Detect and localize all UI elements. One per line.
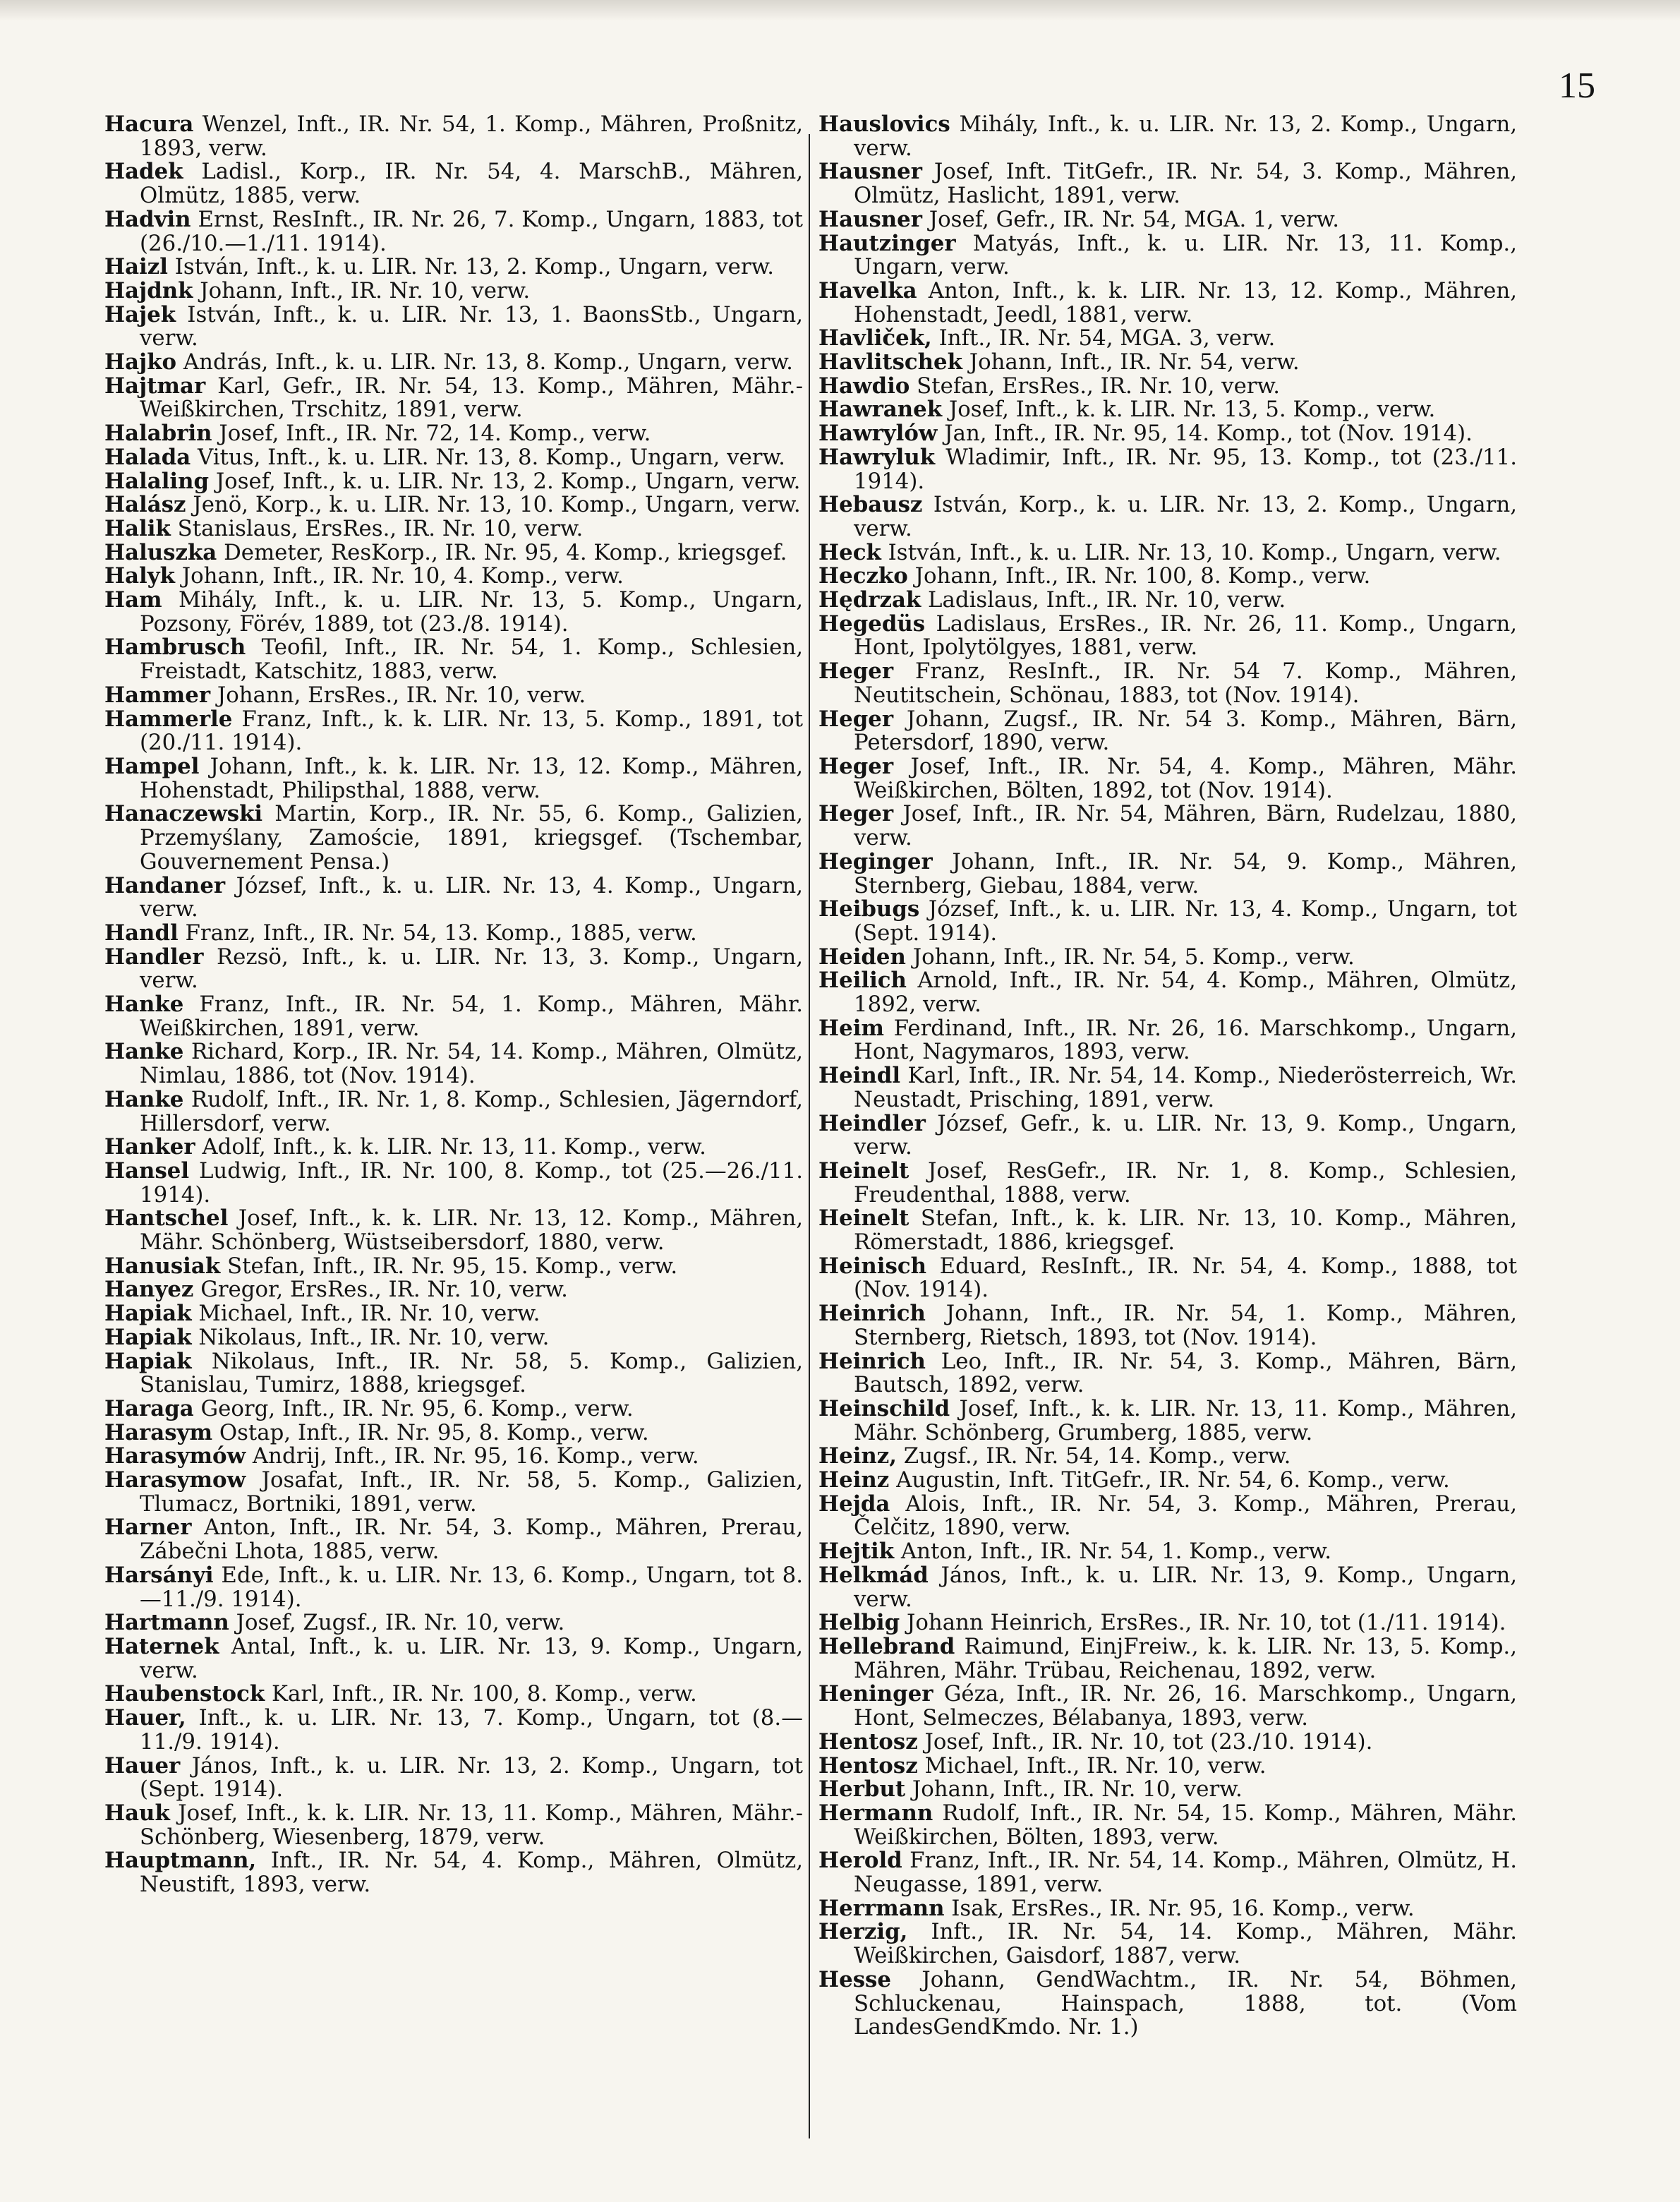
casualty-entry xyxy=(104,755,803,802)
entry-surname: Hegedüs xyxy=(818,610,926,637)
entry-details: István, Korp., k. u. LIR. Nr. 13, 2. Komp., Ungarn, verw. xyxy=(854,492,1517,541)
entry-surname: Haizl xyxy=(104,254,168,280)
entry-details: Ferdinand, Inft., IR. Nr. 26, 16. Marschkomp., Ungarn, Hont, Nagymaros, 1893, verw. xyxy=(854,1015,1517,1065)
entry-surname: Hawranek xyxy=(818,397,943,423)
casualty-entry xyxy=(104,255,803,279)
entry-details: Vitus, Inft., k. u. LIR. Nr. 13, 8. Komp., Ungarn, verw. xyxy=(198,444,785,470)
entry-surname: Hausner xyxy=(818,159,922,185)
entry-surname: Halaling xyxy=(104,468,210,494)
entry-details: Johann, Inft., IR. Nr. 54, 9. Komp., Mähren, Sternberg, Giebau, 1884, verw. xyxy=(854,848,1517,898)
entry-surname: Hammerle xyxy=(104,706,233,732)
entry-surname: Hadek xyxy=(104,159,183,185)
entry-details: Anton, Inft., IR. Nr. 54, 1. Komp., verw. xyxy=(900,1539,1332,1565)
entry-surname: Heger xyxy=(818,658,894,685)
right-column xyxy=(818,113,1517,2040)
entry-details: Johann, Inft., IR. Nr. 10, verw. xyxy=(200,277,531,303)
casualty-entry xyxy=(104,589,803,636)
entry-surname: Hanker xyxy=(104,1134,195,1160)
casualty-entry xyxy=(818,1968,1517,2040)
entry-details: Géza, Inft., IR. Nr. 26, 16. Marschkomp., Ungarn, Hont, Selmeczes, Bélabanya, 1893, verw. xyxy=(854,1681,1517,1731)
entry-surname: Hanyez xyxy=(104,1277,194,1303)
casualty-entry xyxy=(104,1278,803,1302)
entry-details: Zugsf., IR. Nr. 54, 14. Komp., verw. xyxy=(903,1443,1291,1469)
entry-surname: Hanusiak xyxy=(104,1253,221,1279)
entry-surname: Harasymow xyxy=(104,1467,246,1493)
casualty-entry xyxy=(104,565,803,589)
casualty-entry xyxy=(818,969,1517,1016)
entry-surname: Hauptmann, xyxy=(104,1848,257,1874)
casualty-entry xyxy=(104,874,803,922)
casualty-entry xyxy=(818,708,1517,755)
entry-details: István, Inft., k. u. LIR. Nr. 13, 10. Komp., Ungarn, verw. xyxy=(888,539,1501,565)
entry-details: János, Inft., k. u. LIR. Nr. 13, 2. Komp., Ungarn, tot (Sept. 1914). xyxy=(140,1752,804,1803)
casualty-entry xyxy=(104,922,803,946)
casualty-entry xyxy=(104,1255,803,1279)
entry-details: Ladislaus, Inft., IR. Nr. 10, verw. xyxy=(928,587,1286,613)
casualty-entry xyxy=(818,610,1518,661)
casualty-entry xyxy=(104,208,803,255)
entry-surname: Handl xyxy=(104,920,179,946)
entry-surname: Heindl xyxy=(818,1063,901,1089)
entry-details: Wladimir, Inft., IR. Nr. 95, 13. Komp., tot (23./11. 1914). xyxy=(854,444,1517,494)
entry-details: Josef, Inft., IR. Nr. 54, 4. Komp., Mähren, Mähr. Weißkirchen, Bölten, 1892, tot (Nov. 1914). xyxy=(854,753,1517,803)
page-number: 15 xyxy=(1559,66,1595,106)
entry-details: Josef, Inft., IR. Nr. 10, tot (23./10. 1914). xyxy=(924,1728,1373,1755)
casualty-entry xyxy=(818,113,1517,160)
casualty-entry xyxy=(104,517,803,541)
casualty-entry xyxy=(104,279,803,303)
casualty-entry xyxy=(104,303,803,351)
casualty-entry xyxy=(104,1302,803,1326)
entry-surname: Haraga xyxy=(104,1395,194,1421)
entry-details: Inft., IR. Nr. 54, 4. Komp., Mähren, Olmütz, Neustift, 1893, verw. xyxy=(140,1848,803,1898)
casualty-entry xyxy=(818,351,1517,375)
entry-details: Johann, Inft., IR. Nr. 54, 5. Komp., verw. xyxy=(912,944,1355,970)
entry-details: Anton, Inft., IR. Nr. 54, 3. Komp., Mähren, Prerau, Zábečni Lhota, 1885, verw. xyxy=(140,1515,803,1565)
entry-details: Franz, ResInft., IR. Nr. 54 7. Komp., Mähren, Neutitschein, Schönau, 1883, tot (Nov. 1914). xyxy=(854,658,1517,708)
entry-surname: Heck xyxy=(818,539,881,565)
entry-details: Ede, Inft., k. u. LIR. Nr. 13, 6. Komp., Ungarn, tot 8.—11./9. 1914). xyxy=(140,1562,803,1612)
casualty-entry xyxy=(104,1445,803,1469)
entry-details: Johann, Zugsf., IR. Nr. 54 3. Komp., Mähren, Bärn, Petersdorf, 1890, verw. xyxy=(854,706,1517,756)
entry-surname: Hajtmar xyxy=(104,373,206,399)
entry-surname: Hacura xyxy=(104,112,194,137)
casualty-entry xyxy=(818,802,1517,850)
entry-surname: Handler xyxy=(104,944,204,970)
entry-details: Wenzel, Inft., IR. Nr. 54, 1. Komp., Mähren, Proßnitz, 1893, verw. xyxy=(140,112,803,161)
casualty-entry xyxy=(818,398,1517,422)
entry-surname: Hambrusch xyxy=(104,634,246,661)
entry-details: Anton, Inft., k. k. LIR. Nr. 13, 12. Komp., Mähren, Hohenstadt, Jeedl, 1881, verw. xyxy=(854,277,1517,327)
casualty-entry xyxy=(104,493,803,517)
casualty-entry xyxy=(104,1849,803,1896)
entry-details: Rezsö, Inft., k. u. LIR. Nr. 13, 3. Komp., Ungarn, verw. xyxy=(140,944,803,994)
entry-details: Johann, Inft., IR. Nr. 10, 4. Komp., verw. xyxy=(181,563,624,589)
casualty-entry xyxy=(818,1207,1517,1254)
casualty-entry xyxy=(104,1040,803,1088)
entry-details: Nikolaus, Inft., IR. Nr. 58, 5. Komp., Galizien, Stanislau, Tumirz, 1888, kriegsgef. xyxy=(140,1348,803,1398)
entry-surname: Heibugs xyxy=(818,896,920,922)
casualty-entry xyxy=(104,1611,803,1635)
casualty-entry xyxy=(104,1397,803,1421)
casualty-entry xyxy=(818,446,1517,493)
entry-details: Nikolaus, Inft., IR. Nr. 10, verw. xyxy=(198,1324,550,1350)
entry-details: József, Inft., k. u. LIR. Nr. 13, 4. Komp., Ungarn, tot (Sept. 1914). xyxy=(854,896,1517,946)
entry-details: Franz, Inft., IR. Nr. 54, 1. Komp., Mähren, Mähr. Weißkirchen, 1891, verw. xyxy=(140,992,803,1041)
entry-surname: Heger xyxy=(818,801,894,827)
entry-details: Adolf, Inft., k. k. LIR. Nr. 13, 11. Komp., verw. xyxy=(202,1134,706,1160)
entry-details: Ladislaus, ErsRes., IR. Nr. 26, 11. Komp., Ungarn, Hont, Ipolytölgyes, 1881, verw. xyxy=(854,610,1518,661)
column-divider xyxy=(809,134,810,2138)
entry-details: Johann, Inft., IR. Nr. 100, 8. Komp., verw. xyxy=(914,563,1371,589)
casualty-entry xyxy=(818,589,1517,613)
casualty-entry xyxy=(104,113,803,160)
casualty-entry xyxy=(818,1611,1517,1635)
entry-surname: Handaner xyxy=(104,872,226,898)
entry-details: Alois, Inft., IR. Nr. 54, 3. Komp., Mähren, Prerau, Čelčitz, 1890, verw. xyxy=(854,1491,1517,1541)
casualty-entry xyxy=(818,1445,1517,1469)
entry-details: Johann, Inft., IR. Nr. 54, verw. xyxy=(969,349,1300,375)
entry-details: János, Inft., k. u. LIR. Nr. 13, 9. Komp., Ungarn, verw. xyxy=(854,1562,1517,1612)
entry-surname: Hampel xyxy=(104,753,200,779)
entry-surname: Hejda xyxy=(818,1491,890,1517)
entry-details: Mihály, Inft., k. u. LIR. Nr. 13, 2. Komp., Ungarn, verw. xyxy=(854,112,1518,161)
entry-surname: Heinz, xyxy=(818,1443,897,1469)
entry-details: Inft., k. u. LIR. Nr. 13, 7. Komp., Ungarn, tot (8.—11./9. 1914). xyxy=(140,1705,803,1755)
casualty-entry xyxy=(104,1136,803,1160)
entry-details: Johann, Inft., k. k. LIR. Nr. 13, 12. Komp., Mähren, Hohenstadt, Philipsthal, 1888, verw. xyxy=(140,753,804,803)
casualty-entry xyxy=(818,493,1517,541)
entry-surname: Hajek xyxy=(104,301,176,327)
casualty-entry xyxy=(818,541,1517,565)
entry-surname: Hapiak xyxy=(104,1324,192,1350)
casualty-entry xyxy=(104,1635,803,1683)
entry-details: Inft., IR. Nr. 54, 14. Komp., Mähren, Mähr. Weißkirchen, Gaisdorf, 1887, verw. xyxy=(854,1919,1517,1969)
casualty-entry xyxy=(818,1157,1517,1208)
entry-details: Josef, Gefr., IR. Nr. 54, MGA. 1, verw. xyxy=(929,206,1340,232)
entry-details: Teofil, Inft., IR. Nr. 54, 1. Komp., Schlesien, Freistadt, Katschitz, 1883, verw. xyxy=(140,634,803,685)
entry-details: Georg, Inft., IR. Nr. 95, 6. Komp., verw. xyxy=(200,1395,634,1421)
entry-surname: Halabrin xyxy=(104,421,212,447)
entry-details: Jenö, Korp., k. u. LIR. Nr. 13, 10. Komp., Ungarn, verw. xyxy=(193,492,801,518)
entry-surname: Heinschild xyxy=(818,1395,950,1421)
casualty-entry xyxy=(104,1564,803,1611)
entry-details: Josef, Inft., k. k. LIR. Nr. 13, 11. Komp., Mähren, Mähr.-Schönberg, Wiesenberg, 1879, verw. xyxy=(140,1800,804,1850)
casualty-entry xyxy=(818,1849,1517,1896)
entry-surname: Heiden xyxy=(818,944,906,970)
entry-surname: Harasymów xyxy=(104,1443,246,1469)
entry-details: Franz, Inft., IR. Nr. 54, 14. Komp., Mähren, Olmütz, H. Neugasse, 1891, verw. xyxy=(854,1848,1518,1898)
casualty-entry xyxy=(818,1302,1517,1349)
entry-surname: Havelka xyxy=(818,277,917,303)
casualty-entry xyxy=(104,802,803,874)
entry-surname: Havliček, xyxy=(818,325,932,351)
entry-details: József, Inft., k. u. LIR. Nr. 13, 4. Komp., Ungarn, verw. xyxy=(140,872,803,922)
entry-surname: Heger xyxy=(818,753,894,779)
casualty-entry xyxy=(818,850,1517,898)
entry-details: Ludwig, Inft., IR. Nr. 100, 8. Komp., tot (25.—26./11. 1914). xyxy=(140,1157,804,1208)
entry-surname: Heinz xyxy=(818,1467,890,1493)
casualty-entry xyxy=(104,1752,804,1803)
casualty-entry xyxy=(818,1564,1517,1611)
entry-surname: Heindler xyxy=(818,1110,926,1136)
entry-surname: Herbut xyxy=(818,1776,906,1803)
entry-details: Inft., IR. Nr. 54, MGA. 3, verw. xyxy=(938,325,1276,351)
entry-surname: Hausner xyxy=(818,206,922,232)
entry-details: István, Inft., k. u. LIR. Nr. 13, 2. Komp., Ungarn, verw. xyxy=(174,254,775,280)
casualty-entry xyxy=(818,1397,1517,1445)
entry-surname: Heninger xyxy=(818,1681,933,1707)
entry-surname: Heilich xyxy=(818,968,907,994)
entry-surname: Helbig xyxy=(818,1610,900,1636)
entry-details: Ladisl., Korp., IR. Nr. 54, 4. MarschB., Mähren, Olmütz, 1885, verw. xyxy=(140,159,804,209)
entry-surname: Haubenstock xyxy=(104,1681,265,1707)
casualty-entry xyxy=(104,1088,803,1136)
casualty-entry xyxy=(104,1469,803,1516)
casualty-entry xyxy=(818,422,1517,446)
casualty-entry xyxy=(104,1707,803,1754)
entry-surname: Halász xyxy=(104,492,186,518)
casualty-entry xyxy=(104,446,803,470)
entry-details: Stanislaus, ErsRes., IR. Nr. 10, verw. xyxy=(177,515,584,541)
casualty-entry xyxy=(104,1207,803,1254)
entry-surname: Hellebrand xyxy=(818,1634,955,1659)
entry-details: Franz, Inft., k. k. LIR. Nr. 13, 5. Komp., 1891, tot (20./11. 1914). xyxy=(140,706,804,756)
casualty-entry xyxy=(104,422,803,446)
entry-surname: Heinisch xyxy=(818,1253,926,1279)
casualty-entry xyxy=(104,636,803,683)
casualty-entry xyxy=(818,1350,1517,1397)
entry-details: Leo, Inft., IR. Nr. 54, 3. Komp., Mähren, Bärn, Bautsch, 1892, verw. xyxy=(854,1348,1517,1398)
left-column xyxy=(104,113,803,1897)
entry-surname: Halada xyxy=(104,444,191,470)
casualty-entry xyxy=(818,279,1517,327)
entry-surname: Hauk xyxy=(104,1800,170,1826)
entry-surname: Hapiak xyxy=(104,1301,192,1327)
entry-surname: Hauslovics xyxy=(818,112,950,137)
entry-surname: Hartmann xyxy=(104,1610,229,1636)
entry-surname: Herrmann xyxy=(818,1895,945,1921)
casualty-entry xyxy=(104,470,803,494)
entry-details: Josef, Inft., k. k. LIR. Nr. 13, 12. Komp., Mähren, Mähr. Schönberg, Wüstseibersdorf, 1880, verw. xyxy=(140,1205,803,1256)
casualty-entry xyxy=(818,1920,1517,1968)
casualty-entry xyxy=(104,684,803,708)
entry-surname: Harasym xyxy=(104,1419,213,1445)
entry-surname: Haternek xyxy=(104,1634,219,1659)
entry-details: Josef, Inft. TitGefr., IR. Nr. 54, 3. Komp., Mähren, Olmütz, Haslicht, 1891, verw. xyxy=(854,159,1517,209)
entry-details: Josef, Zugsf., IR. Nr. 10, verw. xyxy=(236,1610,565,1636)
entry-surname: Hajko xyxy=(104,349,177,375)
casualty-entry xyxy=(104,946,803,993)
casualty-entry xyxy=(104,1157,804,1208)
casualty-entry xyxy=(818,898,1517,945)
casualty-entry xyxy=(104,1350,803,1397)
casualty-entry xyxy=(104,993,803,1040)
entry-details: Rudolf, Inft., IR. Nr. 54, 15. Komp., Mähren, Mähr. Weißkirchen, Bölten, 1893, verw. xyxy=(854,1800,1517,1850)
entry-surname: Heim xyxy=(818,1015,884,1041)
entry-surname: Hesse xyxy=(818,1966,891,1992)
entry-surname: Hadvin xyxy=(104,206,191,232)
entry-details: Karl, Inft., IR. Nr. 100, 8. Komp., verw. xyxy=(271,1681,697,1707)
entry-surname: Herold xyxy=(818,1848,902,1874)
casualty-entry xyxy=(104,1516,803,1563)
entry-surname: Hędrzak xyxy=(818,587,921,613)
entry-details: Raimund, EinjFreiw., k. k. LIR. Nr. 13, 5. Komp., Mähren, Mähr. Trübau, Reichenau, 1892, verw. xyxy=(854,1634,1517,1683)
entry-details: Matyás, Inft., k. u. LIR. Nr. 13, 11. Komp., Ungarn, verw. xyxy=(854,230,1517,280)
entry-surname: Havlitschek xyxy=(818,349,962,375)
casualty-entry xyxy=(104,708,803,755)
entry-surname: Heginger xyxy=(818,848,933,874)
casualty-entry xyxy=(818,755,1517,802)
entry-details: Johann, GendWachtm., IR. Nr. 54, Böhmen, Schluckenau, Hainspach, 1888, tot. (Vom LandesGendKmdo. Nr. 1.) xyxy=(854,1966,1517,2040)
entry-surname: Heinelt xyxy=(818,1157,910,1184)
casualty-entry xyxy=(818,1493,1517,1540)
entry-surname: Heger xyxy=(818,706,894,732)
casualty-entry xyxy=(104,1683,803,1707)
entry-surname: Hebausz xyxy=(818,492,923,518)
entry-surname: Hauer, xyxy=(104,1705,186,1731)
entry-surname: Hauer xyxy=(104,1752,181,1779)
casualty-entry xyxy=(818,208,1517,232)
entry-details: István, Inft., k. u. LIR. Nr. 13, 1. BaonsStb., Ungarn, verw. xyxy=(140,301,803,351)
entry-surname: Heinrich xyxy=(818,1301,926,1327)
entry-details: Ostap, Inft., IR. Nr. 95, 8. Komp., verw. xyxy=(219,1419,649,1445)
entry-surname: Hentosz xyxy=(818,1728,918,1755)
casualty-entry xyxy=(104,160,803,207)
entry-details: Johann, Inft., IR. Nr. 10, verw. xyxy=(912,1776,1243,1803)
entry-surname: Hanke xyxy=(104,1086,184,1112)
casualty-entry xyxy=(818,327,1517,351)
entry-details: Josef, Inft., k. k. LIR. Nr. 13, 5. Komp., verw. xyxy=(948,397,1436,423)
casualty-entry xyxy=(818,1802,1517,1849)
entry-details: Ernst, ResInft., IR. Nr. 26, 7. Komp., Ungarn, 1883, tot (26./10.—1./11. 1914). xyxy=(140,206,803,256)
entry-details: Michael, Inft., IR. Nr. 10, verw. xyxy=(924,1752,1267,1779)
entry-surname: Hawdio xyxy=(818,373,910,399)
entry-details: József, Gefr., k. u. LIR. Nr. 13, 9. Komp., Ungarn, verw. xyxy=(854,1110,1518,1160)
casualty-entry xyxy=(104,1421,803,1445)
entry-surname: Haluszka xyxy=(104,539,217,565)
entry-details: Jan, Inft., IR. Nr. 95, 14. Komp., tot (Nov. 1914). xyxy=(944,421,1473,447)
entry-details: Andrij, Inft., IR. Nr. 95, 16. Komp., verw. xyxy=(252,1443,699,1469)
entry-details: Stefan, Inft., k. k. LIR. Nr. 13, 10. Komp., Mähren, Römerstadt, 1886, kriegsgef. xyxy=(854,1205,1517,1256)
entry-details: Rudolf, Inft., IR. Nr. 1, 8. Komp., Schlesien, Jägerndorf, Hillersdorf, verw. xyxy=(140,1086,803,1136)
casualty-entry xyxy=(818,1683,1517,1730)
entry-details: Johann Heinrich, ErsRes., IR. Nr. 10, tot (1./11. 1914). xyxy=(906,1610,1506,1636)
entry-surname: Hansel xyxy=(104,1157,190,1184)
casualty-entry xyxy=(818,160,1517,207)
casualty-entry xyxy=(104,375,803,422)
entry-surname: Hanaczewski xyxy=(104,801,263,827)
entry-surname: Hermann xyxy=(818,1800,933,1826)
entry-surname: Hawryluk xyxy=(818,444,936,470)
entry-surname: Heczko xyxy=(818,563,908,589)
entry-surname: Hawrylów xyxy=(818,421,938,447)
entry-surname: Ham xyxy=(104,587,162,613)
entry-details: Franz, Inft., IR. Nr. 54, 13. Komp., 1885, verw. xyxy=(185,920,697,946)
entry-details: Antal, Inft., k. u. LIR. Nr. 13, 9. Komp., Ungarn, verw. xyxy=(140,1634,803,1683)
entry-details: Josef, Inft., k. k. LIR. Nr. 13, 11. Komp., Mähren, Mähr. Schönberg, Grumberg, 1885, verw. xyxy=(854,1395,1517,1445)
entry-surname: Heinelt xyxy=(818,1205,910,1232)
entry-surname: Hejtik xyxy=(818,1539,895,1565)
casualty-entry xyxy=(818,1728,1517,1755)
entry-details: Isak, ErsRes., IR. Nr. 95, 16. Komp., verw. xyxy=(951,1895,1415,1921)
casualty-entry xyxy=(818,565,1517,589)
entry-details: Johann, ErsRes., IR. Nr. 10, verw. xyxy=(217,682,586,708)
entry-details: Richard, Korp., IR. Nr. 54, 14. Komp., Mähren, Olmütz, Nimlau, 1886, tot (Nov. 1914). xyxy=(140,1039,803,1089)
entry-surname: Helkmád xyxy=(818,1562,929,1588)
entry-details: Gregor, ErsRes., IR. Nr. 10, verw. xyxy=(200,1277,568,1303)
entry-details: Josafat, Inft., IR. Nr. 58, 5. Komp., Galizien, Tlumacz, Bortniki, 1891, verw. xyxy=(140,1467,803,1517)
entry-details: Stefan, Inft., IR. Nr. 95, 15. Komp., verw. xyxy=(226,1253,678,1279)
entry-surname: Hanke xyxy=(104,1039,184,1065)
entry-details: Josef, Inft., IR. Nr. 72, 14. Komp., verw. xyxy=(219,421,651,447)
casualty-entry xyxy=(104,1326,803,1350)
casualty-entry xyxy=(104,351,803,375)
entry-details: Martin, Korp., IR. Nr. 55, 6. Komp., Galizien, Przemyślany, Zamoście, 1891, kriegsgef. (Tschembar, Gouvernement Pensa.) xyxy=(140,801,803,874)
entry-details: Augustin, Inft. TitGefr., IR. Nr. 54, 6. Komp., verw. xyxy=(896,1467,1450,1493)
entry-details: Karl, Gefr., IR. Nr. 54, 13. Komp., Mähren, Mähr.-Weißkirchen, Trschitz, 1891, verw. xyxy=(140,373,803,423)
entry-details: Josef, Inft., k. u. LIR. Nr. 13, 2. Komp., Ungarn, verw. xyxy=(215,468,801,494)
casualty-entry xyxy=(818,1897,1517,1921)
entry-surname: Harsányi xyxy=(104,1562,214,1588)
entry-surname: Hantschel xyxy=(104,1205,229,1232)
entry-surname: Hammer xyxy=(104,682,211,708)
casualty-entry xyxy=(818,1017,1517,1064)
entry-surname: Halik xyxy=(104,515,171,541)
entry-surname: Hentosz xyxy=(818,1752,918,1779)
entry-details: Michael, Inft., IR. Nr. 10, verw. xyxy=(198,1301,540,1327)
entry-surname: Halyk xyxy=(104,563,175,589)
entry-details: Mihály, Inft., k. u. LIR. Nr. 13, 5. Komp., Ungarn, Pozsony, Förév, 1889, tot (23./8. 1914). xyxy=(140,587,803,637)
entry-surname: Hajdnk xyxy=(104,277,193,303)
casualty-entry xyxy=(818,375,1517,399)
casualty-entry xyxy=(104,1802,803,1849)
entry-details: Karl, Inft., IR. Nr. 54, 14. Komp., Niederösterreich, Wr. Neustadt, Prisching, 1891, verw. xyxy=(854,1063,1517,1112)
scan-edge xyxy=(0,0,1680,21)
entry-details: Arnold, Inft., IR. Nr. 54, 4. Komp., Mähren, Olmütz, 1892, verw. xyxy=(854,968,1518,1018)
casualty-entry xyxy=(818,1064,1517,1112)
entry-surname: Hanke xyxy=(104,992,184,1018)
casualty-entry xyxy=(818,1752,1517,1779)
entry-details: Stefan, ErsRes., IR. Nr. 10, verw. xyxy=(917,373,1281,399)
casualty-entry xyxy=(818,232,1517,279)
entry-details: Demeter, ResKorp., IR. Nr. 95, 4. Komp., kriegsgef. xyxy=(224,539,787,565)
casualty-entry xyxy=(818,1778,1517,1802)
casualty-entry xyxy=(818,946,1517,970)
entry-details: Josef, ResGefr., IR. Nr. 1, 8. Komp., Schlesien, Freudenthal, 1888, verw. xyxy=(854,1157,1517,1208)
entry-surname: Hautzinger xyxy=(818,230,956,256)
entry-surname: Hapiak xyxy=(104,1348,192,1374)
casualty-entry xyxy=(818,1255,1517,1302)
entry-details: Johann, Inft., IR. Nr. 54, 1. Komp., Mähren, Sternberg, Rietsch, 1893, tot (Nov. 1914). xyxy=(854,1301,1517,1350)
entry-details: Eduard, ResInft., IR. Nr. 54, 4. Komp., 1888, tot (Nov. 1914). xyxy=(854,1253,1517,1303)
entry-details: András, Inft., k. u. LIR. Nr. 13, 8. Komp., Ungarn, verw. xyxy=(183,349,793,375)
casualty-entry xyxy=(818,1112,1517,1160)
casualty-entry xyxy=(104,541,803,565)
entry-surname: Heinrich xyxy=(818,1348,926,1374)
casualty-entry xyxy=(818,1540,1517,1564)
casualty-entry xyxy=(818,1469,1517,1493)
entry-details: Josef, Inft., IR. Nr. 54, Mähren, Bärn, Rudelzau, 1880, verw. xyxy=(854,801,1517,851)
casualty-entry xyxy=(818,660,1517,707)
entry-surname: Herzig, xyxy=(818,1919,908,1945)
entry-surname: Harner xyxy=(104,1515,192,1541)
casualty-entry xyxy=(818,1635,1517,1683)
